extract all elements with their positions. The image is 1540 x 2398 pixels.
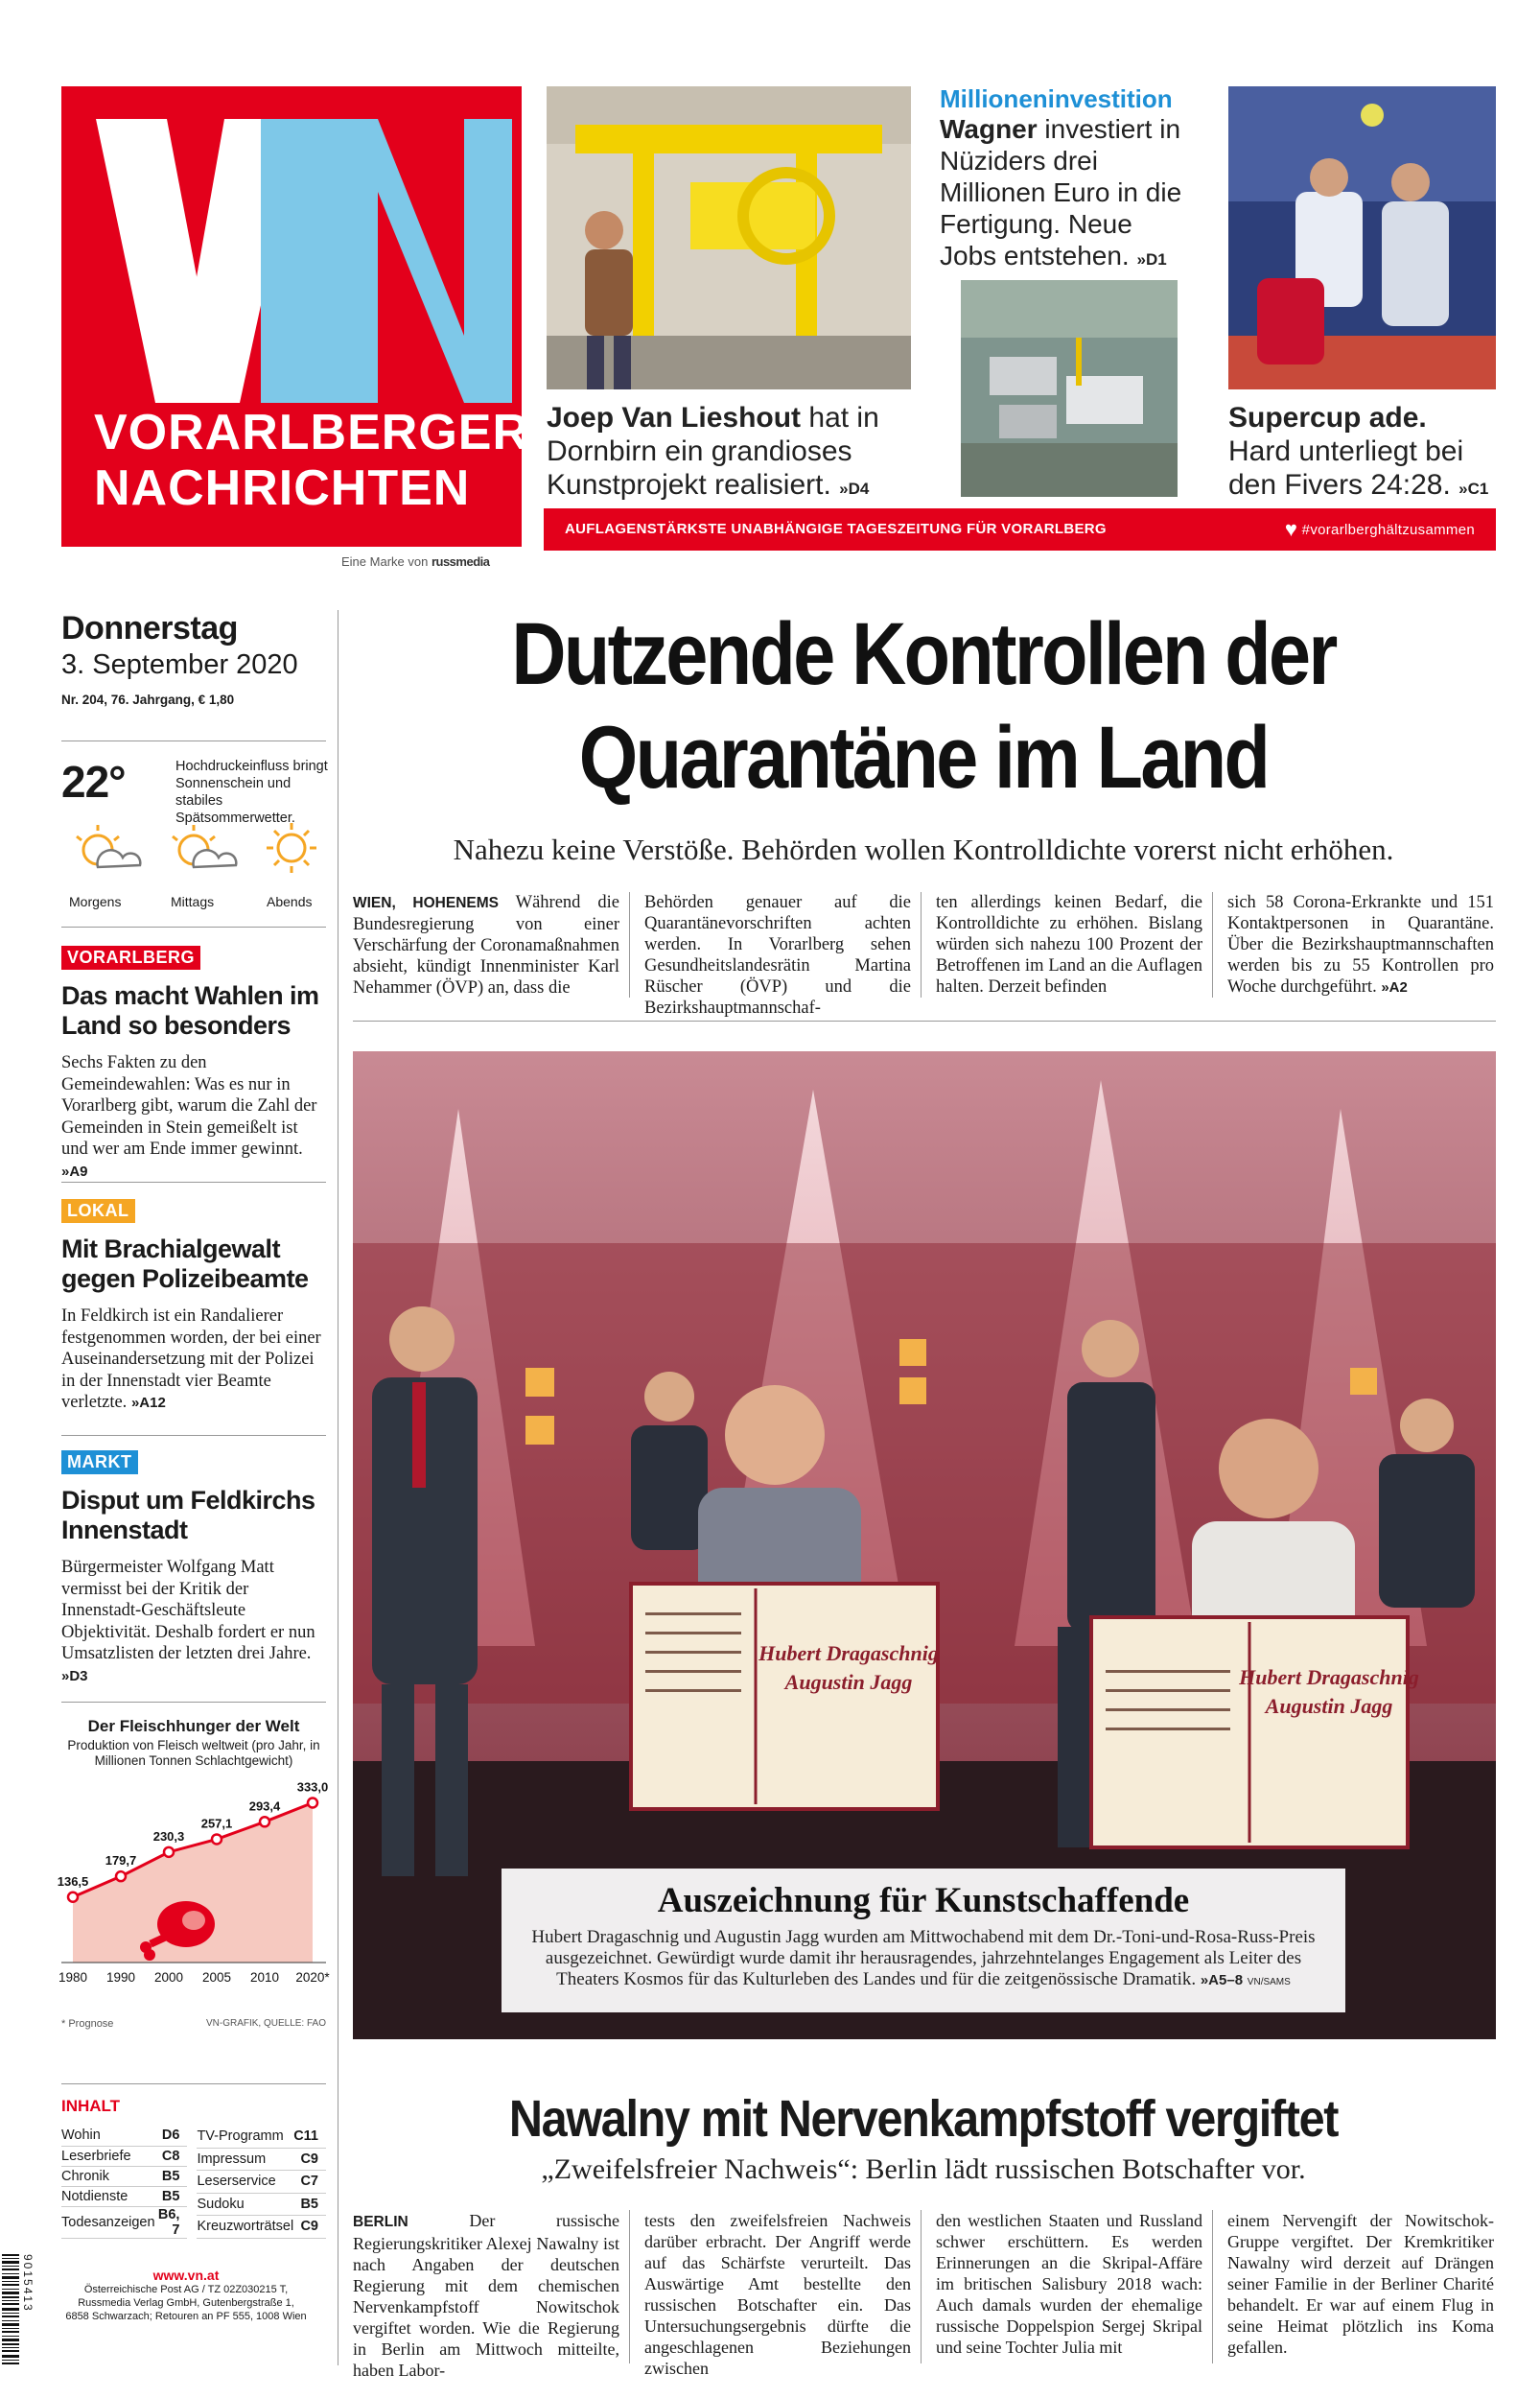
chart-point [308,1798,317,1808]
teaser-art-text: hat in Dornbirn ein grandioses Kunstprojekt realisiert. [547,402,879,501]
kicker-lokal: LOKAL [61,1199,135,1223]
chart-source: VN-GRAFIK, QUELLE: FAO [205,2018,326,2029]
section-headline: Das macht Wahlen im Land so besonders [61,981,319,1040]
issue-info: Nr. 204, 76. Jahrgang, € 1,80 [61,693,235,707]
main-story-col4 [1227,892,1494,999]
brand-note-prefix: Eine Marke von [341,554,429,569]
vn-logo[interactable] [61,86,530,547]
column-divider [921,892,922,998]
teaser-wagner[interactable] [940,84,1189,275]
chart-tick-label: 1980 [58,1970,88,1985]
section-ref[interactable]: »A9 [61,1163,88,1180]
hashtag-text: #vorarlberghältzusammen [1301,522,1475,538]
second-story-col4: einem Nervengift der Nowitschok-Gruppe vergiftet. Der Kremkritiker Nawalny wird derzeit auf Drängen seiner Familie in der Berliner Charité behandelt. Er war auf einem Flug in seine Heimat plötzlich ins Koma gefallen. [1227,2211,1494,2357]
section-text: In Feldkirch ist ein Randalierer festgenommen worden, der bei einer Auseinandersetzung mit der Polizei in der Innenstadt vier Beamte verletzte. [61,1306,321,1412]
contents-page: C8 [155,2146,188,2166]
contents-title: INHALT [61,2097,121,2115]
divider [353,1021,1496,1022]
tagline: AUFLAGENSTÄRKSTE UNABHÄNGIGE TAGESZEITUNG FÜR VORARLBERG [565,521,1107,537]
weather-block [61,754,328,909]
contents-left [61,2126,187,2239]
sun-cloud-icon [77,825,140,867]
second-story-col2: tests den zweifelsfreien Nachweis darüber erbracht. Der Angriff werde auf das Schärfste verurteilt. Das Auswärtige Amt bestellte den russischen Botschafter ein. Das Untersuchungsergebnis dürfte die angeschlagenen Beziehungen zwischen [644,2211,911,2378]
teaser-wagner-kicker: Millioneninvestition [940,84,1173,113]
section-markt[interactable] [61,1450,326,1687]
chart-value-label: 179,7 [105,1853,137,1869]
chart-plot [57,1771,330,2001]
certificate-name: Hubert Dragaschnig [1239,1665,1419,1689]
chart-point [68,1893,78,1902]
imprint-line: Österreichische Post AG / TZ 02Z030215 T, [83,2284,289,2295]
main-dateline: WIEN, HOHENEMS [353,895,499,911]
teaser-photo-handball[interactable] [1228,86,1496,389]
contents-row[interactable] [197,2193,326,2215]
kicker-vorarlberg: VORARLBERG [61,946,200,970]
contents-label: Notdienste [61,2186,155,2206]
contents-page: C7 [293,2171,326,2193]
chart-point [212,1834,222,1844]
chart-tick-label: 2005 [201,1970,232,1985]
section-headline: Disput um Feldkirchs Innenstadt [61,1486,315,1544]
contents-row[interactable] [61,2126,187,2146]
contents-row[interactable] [61,2186,187,2206]
contents-right [197,2126,326,2239]
teaser-handball-ref[interactable]: »C1 [1458,480,1489,498]
main-story-col1 [353,892,619,999]
chart-value-label: 333,0 [296,1779,329,1795]
teaser-handball-text: Hard unterliegt bei den Fivers 24:28. [1228,435,1464,501]
contents-row[interactable] [61,2206,187,2238]
imprint [46,2268,326,2323]
column-divider [921,2210,922,2363]
contents-row[interactable] [61,2166,187,2186]
section-ref[interactable]: »D3 [61,1667,88,1684]
sun-cloud-icon [173,825,236,867]
contents-row[interactable] [197,2171,326,2193]
contents-label: Impressum [197,2148,293,2170]
chart-tick-label: 1990 [105,1970,136,1985]
contents-page: D6 [155,2126,188,2146]
column-divider [1212,892,1213,998]
chart-tick-label: 2020* [295,1970,330,1985]
masthead-name-line2: NACHRICHTEN [94,460,471,516]
teaser-wagner-bold: Wagner [940,114,1038,144]
contents-page: B5 [155,2186,188,2206]
contents-label: Chronik [61,2166,155,2186]
second-subheadline: „Zweifelsfreier Nachweis“: Berlin lädt russischen Botschafter vor. [541,2153,1306,2185]
barcode-number [0,2254,35,2369]
section-vorarlberg[interactable] [61,946,326,1183]
photo-caption-text: Hubert Dragaschnig und Augustin Jagg wurden am Mittwochabend mit dem Dr.-Toni-und-Rosa-Russ-Preis ausgezeichnet. Gewürdigt wurde damit ihr herausragendes, jahrzehntelanges Engagement als Leiter des Theaters Kosmos für das Kulturleben des Landes und für die zeitgenössische Dramatik. [531,1927,1316,1989]
heart-icon: ♥ [1284,517,1298,541]
second-dateline: BERLIN [353,2214,408,2230]
weather-label-morning: Morgens [69,894,122,909]
teaser-wagner-ref[interactable]: »D1 [1136,250,1167,269]
weather-temp: 22° [61,757,126,807]
main-story-col3: ten allerdings keinen Bedarf, die Kontrolldichte zu erhöhen. Bislang würden sich nahezu 100 Prozent der Betroffenen im Land an die Auflagen halten. Derzeit befinden [936,893,1202,997]
contents-label: Todesanzeigen [61,2206,155,2238]
second-story-col3: den westlichen Staaten und Russland schwer erschüttern. Es werden Erinnerungen an die Skripal-Affäre im britischen Salisbury 2018 wach: Auch damals wurden der ehemalige russische Doppelspion Sergej Skripal und seine Tochter Julia mit [936,2211,1202,2357]
teaser-photo-handball-image [1228,86,1496,389]
divider [61,1435,326,1436]
photo-caption-text-wrap [502,1921,1345,1993]
photo-headline[interactable]: Auszeichnung für Kunstschaffende [657,1881,1190,1920]
barcode-digits: 9015413 [21,2254,35,2313]
contents-row[interactable] [197,2216,326,2238]
second-story-text: Der russische Regierungskritiker Alexej Nawalny ist nach Angaben der deutschen Regierung mit dem chemischen Nervenkampfstoff Nowitschok vergiftet worden. Wie die Regierung in Berlin am Mittwoch mitteilte, haben Labor- [353,2211,619,2380]
section-lokal[interactable] [61,1199,326,1415]
weekday: Donnerstag [61,610,238,647]
contents-page: C9 [293,2216,326,2238]
brand-note [341,554,490,569]
contents-page: C9 [293,2148,326,2170]
section-text: Bürgermeister Wolfgang Matt vermisst bei der Kritik der Innenstadt-Geschäftsleute Objektivität. Deshalb fordert er nun Umsatzlisten der letzten drei Jahre. [61,1558,315,1663]
website-link[interactable]: www.vn.at [152,2268,220,2283]
teaser-art[interactable] [547,401,901,505]
main-headline[interactable] [426,602,1420,810]
chart-tick-label: 2000 [153,1970,184,1985]
teaser-art-ref[interactable]: »D4 [839,480,870,498]
certificate-name: Augustin Jagg [1265,1694,1393,1718]
tagline-bar [544,508,1496,551]
contents-label: Leserservice [197,2171,293,2193]
sun-icon [267,823,316,873]
divider [61,1702,326,1703]
main-headline-line2: Quarantäne im Land [578,709,1269,807]
second-headline[interactable]: Nawalny mit Nervenkampfstoff vergiftet [508,2090,1339,2148]
weather-text: Hochdruckeinfluss bringt Sonnenschein und stabiles Spätsommerwetter. [175,759,328,826]
date: 3. September 2020 [61,649,298,680]
weather-label-evening: Abends [267,894,313,909]
column-divider [1212,2210,1213,2363]
chart-point [260,1817,269,1826]
contents-label: TV-Programm [197,2126,293,2148]
teaser-handball-bold: Supercup ade. [1228,402,1427,434]
contents-box [61,2097,326,2239]
teaser-photo-art[interactable] [547,86,911,389]
divider [61,927,326,928]
chart-value-label: 136,5 [57,1873,89,1889]
teaser-wagner-text: investiert in Nüziders drei Millionen Euro in die Fertigung. Neue Jobs entstehen. [940,114,1182,270]
masthead-name [94,405,529,516]
main-story-text: Während die Bundesregierung von einer Verschärfung der Coronamaßnahmen absieht, kündigt Innenminister Karl Nehammer (ÖVP) an, dass die [353,893,619,998]
contents-row[interactable] [61,2146,187,2166]
chart-subtitle: Produktion von Fleisch weltweit (pro Jahr, in Millionen Tonnen Schlachtgewicht) [67,1738,320,1768]
contents-label: Leserbriefe [61,2146,155,2166]
photo-ref[interactable]: »A5–8 [1200,1972,1244,1988]
photo-credit: VN/SAMS [1247,1977,1291,1987]
contents-label: Wohin [61,2126,155,2146]
weather-label-noon: Mittags [171,894,215,909]
chart-tick-label: 2010 [249,1970,280,1985]
section-ref[interactable]: »A12 [130,1395,166,1411]
imprint-line: 6858 Schwarzach; Retouren an PF 555, 1008 Wien [65,2311,307,2322]
russmedia-logo: russmedia [431,554,490,569]
teaser-handball[interactable] [1228,401,1497,505]
kicker-markt: MARKT [61,1450,138,1474]
chart-point [116,1871,126,1881]
chart-value-label: 257,1 [200,1816,233,1831]
imprint-line: Russmedia Verlag GmbH, Gutenbergstraße 1, [78,2297,294,2309]
teaser-photo-aerial-image [961,280,1178,497]
contents-row[interactable] [197,2126,326,2148]
teaser-photo-art-image [547,86,911,389]
date-block [61,610,326,707]
contents-page: C11 [293,2126,326,2148]
chart-point [164,1847,174,1857]
main-story-col2: Behörden genauer auf die Quarantänevorschriften achten werden. In Vorarlberg sehen Gesundheitslandesrätin Martina Rüscher (ÖVP) und die Bezirkshauptmannschaf- [644,893,911,1018]
hashtag[interactable] [1285,508,1475,552]
contents-label: Kreuzworträtsel [197,2216,293,2238]
main-story-ref[interactable]: »A2 [1381,979,1408,996]
section-headline: Mit Brachialgewalt gegen Polizeibeamte [61,1234,309,1293]
second-story-col1 [353,2210,619,2381]
divider [61,2083,326,2084]
contents-page: B6, 7 [155,2206,188,2238]
certificate-name: Hubert Dragaschnig [758,1641,939,1665]
teaser-photo-aerial[interactable] [961,280,1178,497]
column-divider [629,2210,630,2363]
main-subheadline: Nahezu keine Verstöße. Behörden wollen Kontrolldichte vorerst nicht erhöhen. [453,833,1394,866]
weather-icons [61,821,326,879]
chart-value-label: 293,4 [248,1798,281,1814]
meat-chart [57,1717,330,2043]
contents-page: B5 [293,2193,326,2215]
contents-page: B5 [155,2166,188,2186]
contents-row[interactable] [197,2148,326,2170]
photo-caption [502,1869,1345,2012]
teaser-art-bold: Joep Van Lieshout [547,402,802,434]
main-story-text: sich 58 Corona-Erkrankte und 151 Kontaktpersonen in Quarantäne. Über die Bezirkshauptmannschaften werden bis zu 55 Kontrollen pro Woche durchgeführt. [1227,893,1494,997]
masthead-name-line1: VORARLBERGER [94,405,530,460]
certificate-name: Augustin Jagg [784,1670,913,1694]
chart-footnote: * Prognose [61,2018,114,2030]
chart-title: Der Fleischhunger der Welt [87,1717,300,1735]
contents-label: Sudoku [197,2193,293,2215]
main-headline-line1: Dutzende Kontrollen der [511,605,1336,703]
column-divider [629,892,630,998]
section-text: Sechs Fakten zu den Gemeindewahlen: Was es nur in Vorarlberg gibt, warum die Zahl der Gemeinden in Stein gemeißelt ist und wer am Ende immer gewinnt. [61,1053,317,1159]
divider [61,1182,326,1183]
chart-value-label: 230,3 [152,1828,185,1844]
